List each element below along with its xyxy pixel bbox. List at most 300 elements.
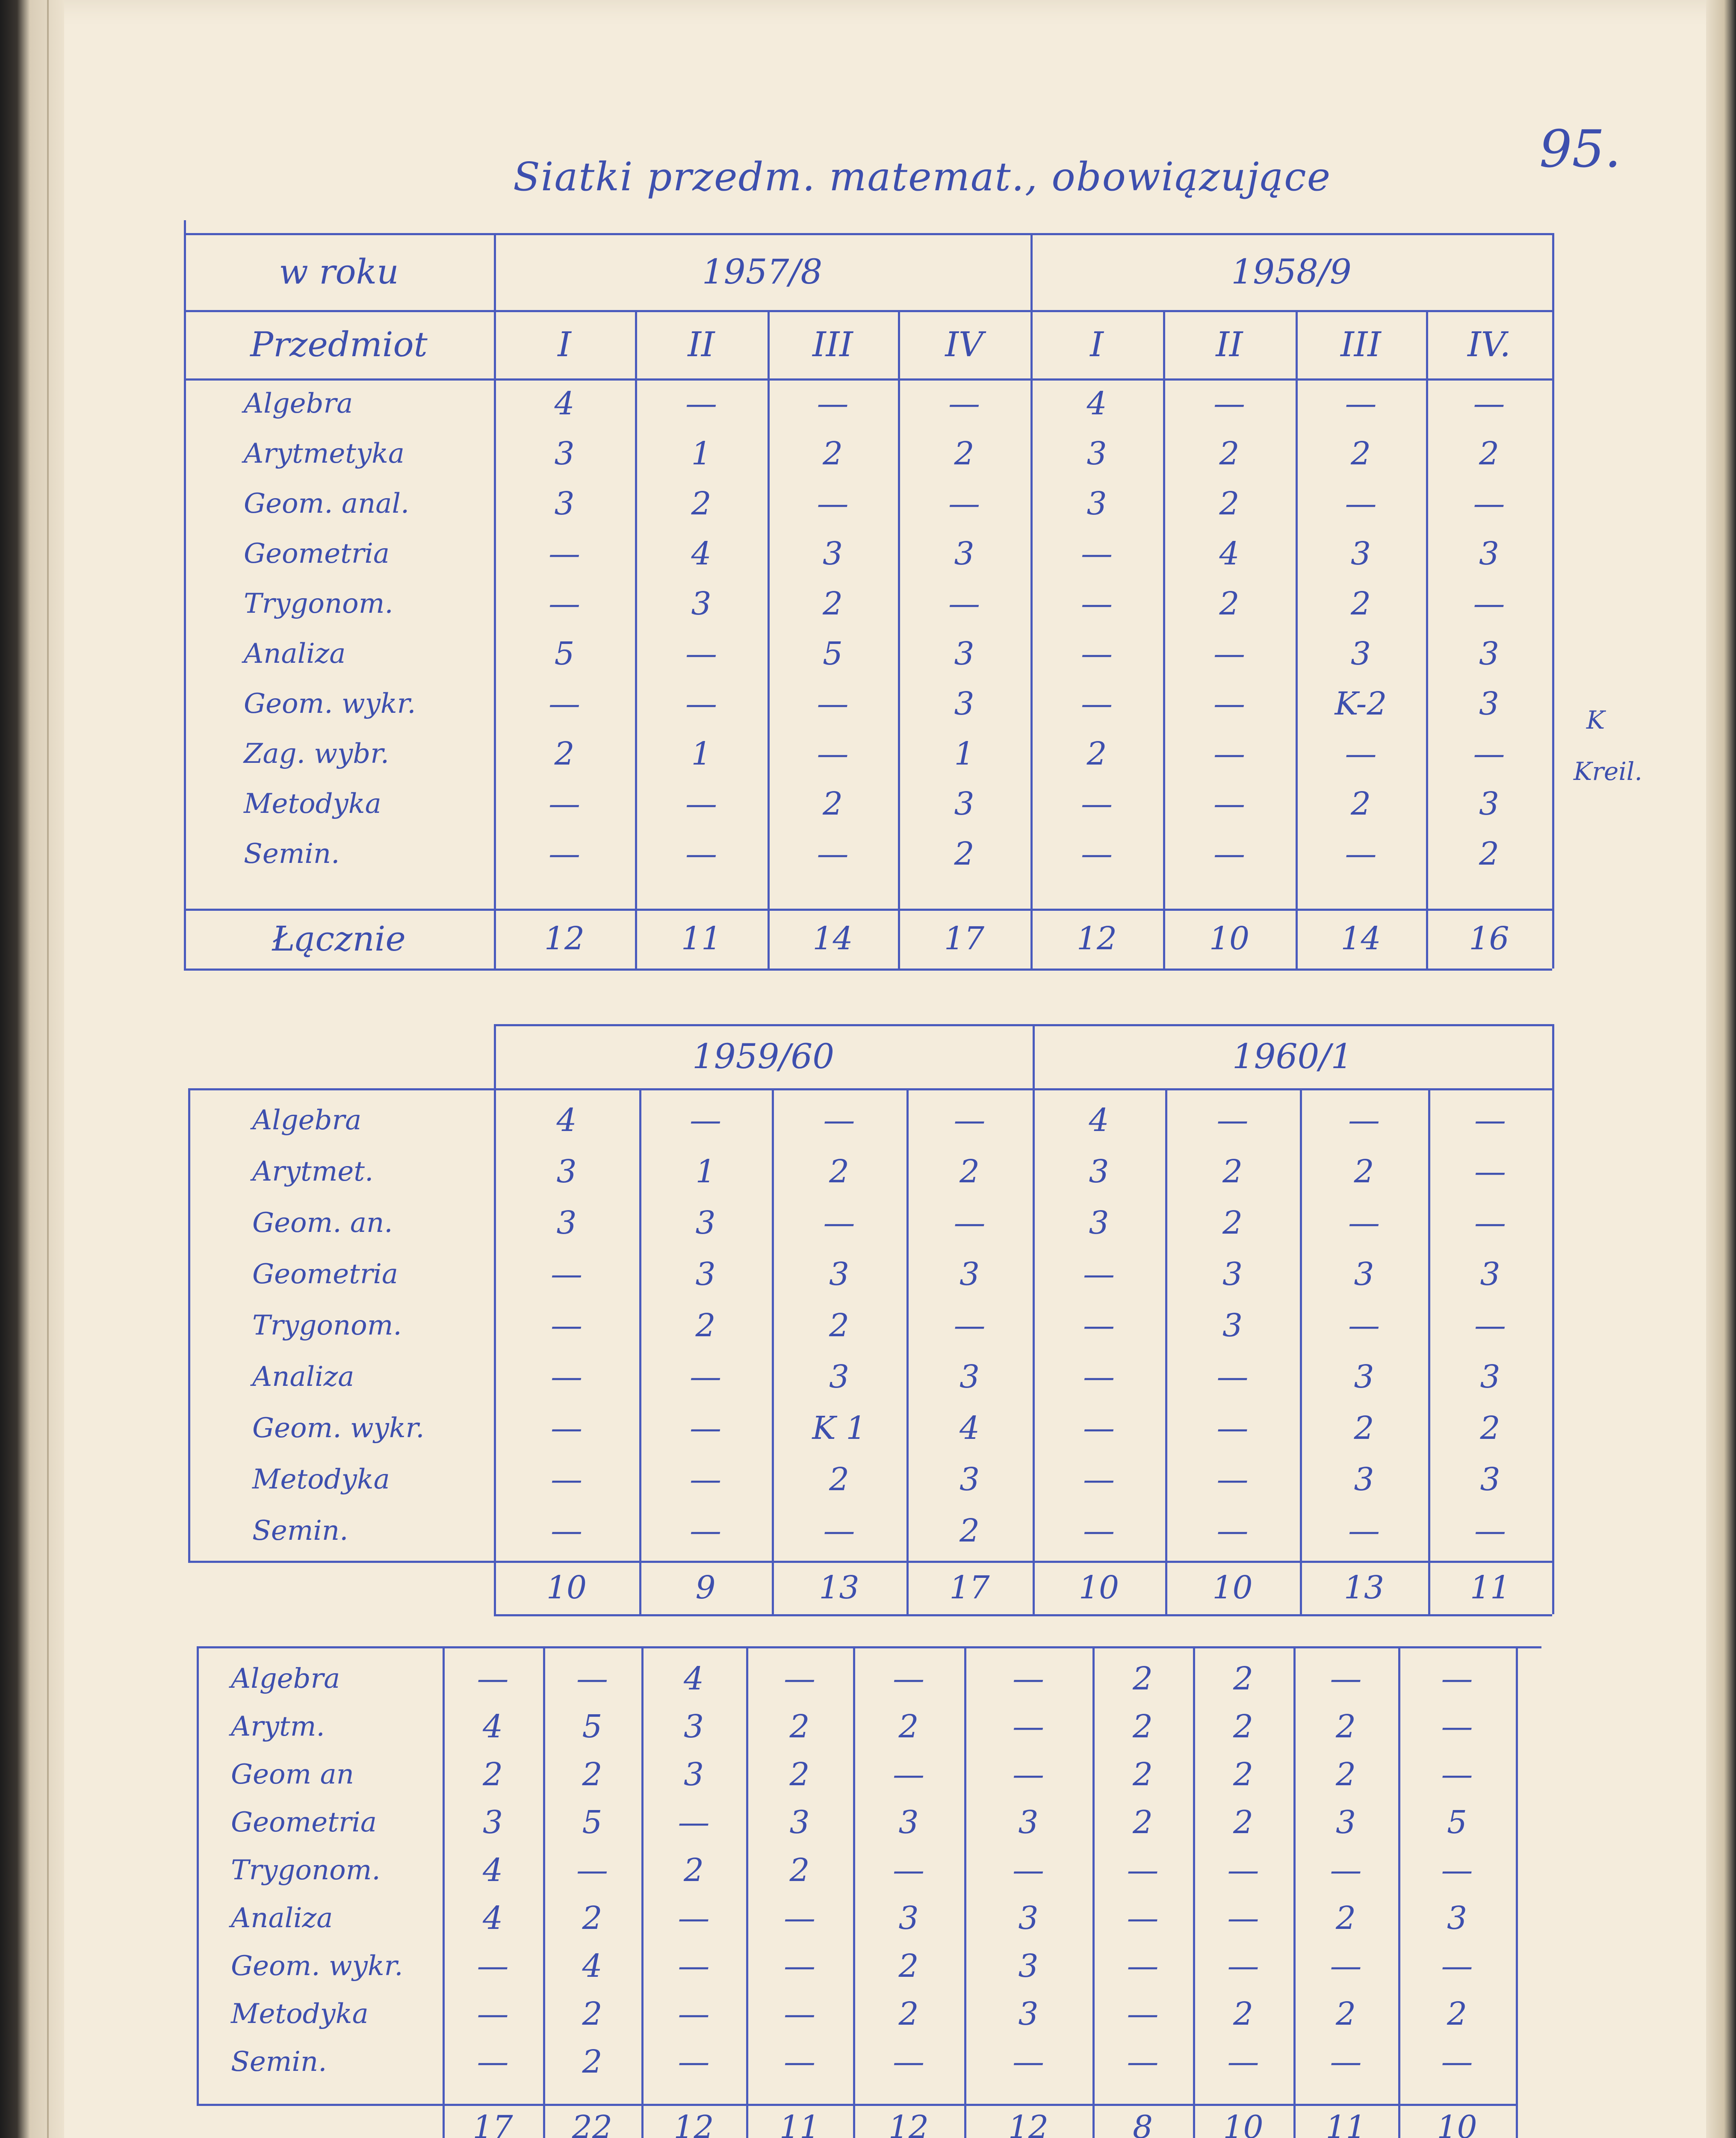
t1-total-cell: 17 bbox=[944, 920, 985, 957]
t3-value-cell: 2 bbox=[898, 1708, 919, 1745]
t3-total-cell: 12 bbox=[673, 2109, 714, 2138]
t2-value-cell: — bbox=[1083, 1358, 1115, 1395]
t3-value-cell: 2 bbox=[1335, 1756, 1356, 1793]
t1-value-cell: 3 bbox=[691, 585, 712, 622]
t2-value-cell: 2 bbox=[1354, 1410, 1374, 1447]
t1-value-cell: — bbox=[1081, 585, 1113, 622]
t1-subject-label: Geom. anal. bbox=[244, 487, 410, 520]
t3-total-cell: 12 bbox=[888, 2109, 929, 2138]
t3-value-cell: 2 bbox=[1132, 1708, 1153, 1745]
t2-value-cell: 2 bbox=[959, 1153, 980, 1190]
t3-total-cell: 11 bbox=[779, 2109, 820, 2138]
t3-value-cell: — bbox=[1330, 2044, 1362, 2080]
t2-value-cell: — bbox=[954, 1307, 986, 1344]
t1-subject-label: Arytmetyka bbox=[244, 437, 405, 470]
t2-right-border bbox=[1552, 1024, 1554, 1614]
t1-value-cell: 5 bbox=[822, 635, 843, 672]
t3-value-cell: 3 bbox=[1018, 1804, 1039, 1841]
t1-value-cell: 2 bbox=[954, 435, 974, 472]
t3-value-cell: 2 bbox=[898, 1948, 919, 1984]
t2-value-cell: 2 bbox=[1222, 1205, 1243, 1241]
t3-value-cell: 2 bbox=[1132, 1756, 1153, 1793]
t1-value-cell: — bbox=[817, 835, 849, 872]
t3-value-cell: — bbox=[1127, 1948, 1159, 1984]
t3-value-cell: 2 bbox=[582, 1900, 602, 1937]
t2-value-cell: — bbox=[1348, 1512, 1380, 1549]
t2-value-cell: — bbox=[954, 1205, 986, 1241]
t1-value-cell: — bbox=[948, 585, 980, 622]
t1-value-cell: — bbox=[817, 735, 849, 772]
t3-value-cell: — bbox=[678, 2044, 710, 2080]
t1-value-cell: 3 bbox=[1479, 685, 1500, 722]
t3-value-cell: 5 bbox=[582, 1804, 602, 1841]
t1-total-cell: 10 bbox=[1209, 920, 1250, 957]
t3-total-cell: 17 bbox=[472, 2109, 513, 2138]
t2-total-cell: 13 bbox=[1343, 1569, 1385, 1606]
t3-value-cell: 3 bbox=[683, 1756, 704, 1793]
t3-value-cell: — bbox=[1441, 1660, 1473, 1697]
t3-value-cell: 2 bbox=[582, 1996, 602, 2032]
t3-value-cell: — bbox=[1441, 1948, 1473, 1984]
t1-value-cell: 4 bbox=[691, 535, 712, 572]
t2-subject-label: Metodyka bbox=[252, 1464, 390, 1495]
t3-value-cell: — bbox=[893, 1852, 924, 1889]
t3-value-cell: — bbox=[1441, 1708, 1473, 1745]
t1-bottom-border bbox=[184, 969, 1552, 971]
page-number: 95. bbox=[1539, 120, 1621, 179]
t3-subject-label: Analiza bbox=[231, 1902, 333, 1934]
t3-total-cell: 10 bbox=[1437, 2109, 1477, 2138]
t1-value-cell: 2 bbox=[1086, 735, 1107, 772]
t2-value-cell: 4 bbox=[959, 1410, 980, 1447]
t1-value-cell: — bbox=[1213, 785, 1245, 822]
t3-value-cell: 2 bbox=[1132, 1660, 1153, 1697]
t1-total-cell: 12 bbox=[544, 920, 585, 957]
t3-value-cell: 2 bbox=[898, 1996, 919, 2032]
t3-value-cell: 4 bbox=[482, 1900, 503, 1937]
t1-value-cell: 3 bbox=[954, 535, 974, 572]
t2-value-cell: 3 bbox=[1222, 1307, 1243, 1344]
t2-value-cell: 2 bbox=[959, 1512, 980, 1549]
t2-left-border bbox=[188, 1088, 190, 1561]
t2-value-cell: — bbox=[551, 1307, 582, 1344]
t2-total-cell: 17 bbox=[949, 1569, 990, 1606]
t3-value-cell: 2 bbox=[789, 1708, 810, 1745]
t1-class-header: II bbox=[1216, 324, 1243, 364]
t1-value-cell: 4 bbox=[1219, 535, 1240, 572]
t2-value-cell: 3 bbox=[1354, 1461, 1374, 1498]
t1-value-cell: 2 bbox=[1350, 585, 1371, 622]
t3-value-cell: — bbox=[1330, 1660, 1362, 1697]
t3-value-cell: — bbox=[784, 1996, 815, 2032]
t2-value-cell: — bbox=[954, 1102, 986, 1139]
t1-value-cell: 4 bbox=[554, 385, 575, 422]
t2-year-header: 1959/60 bbox=[692, 1036, 835, 1076]
t1-value-cell: — bbox=[948, 385, 980, 422]
t3-value-cell: 2 bbox=[582, 2044, 602, 2080]
t2-value-cell: 4 bbox=[556, 1102, 577, 1139]
t1-value-cell: — bbox=[1473, 485, 1505, 522]
t1-value-cell: — bbox=[1081, 685, 1113, 722]
t3-value-cell: — bbox=[1127, 1900, 1159, 1937]
t2-total-cell: 11 bbox=[1470, 1569, 1511, 1606]
t1-value-cell: 3 bbox=[954, 685, 974, 722]
t3-left-border bbox=[197, 1646, 199, 2104]
t3-value-cell: 4 bbox=[582, 1948, 602, 1984]
t3-value-cell: — bbox=[477, 1996, 509, 2032]
t3-value-cell: 3 bbox=[898, 1900, 919, 1937]
t1-value-cell: 2 bbox=[1219, 435, 1240, 472]
t2-value-cell: — bbox=[551, 1358, 582, 1395]
t2-value-cell: 3 bbox=[959, 1358, 980, 1395]
t2-value-cell: 3 bbox=[556, 1153, 577, 1190]
t3-value-cell: — bbox=[477, 1948, 509, 1984]
t3-total-cell: 22 bbox=[572, 2109, 613, 2138]
t2-total-cell: 10 bbox=[546, 1569, 587, 1606]
t1-subject-label: Semin. bbox=[244, 838, 340, 870]
t1-value-cell: 1 bbox=[691, 735, 712, 772]
t2-value-cell: 4 bbox=[1089, 1102, 1109, 1139]
t2-bottom-border bbox=[494, 1614, 1552, 1616]
t1-class-header: III bbox=[812, 324, 853, 364]
side-note-mark: K bbox=[1586, 706, 1605, 735]
t2-value-cell: 3 bbox=[959, 1256, 980, 1293]
t1-year-header: 1957/8 bbox=[702, 251, 823, 292]
t3-value-cell: — bbox=[576, 1852, 608, 1889]
t1-value-cell: — bbox=[1213, 685, 1245, 722]
t1-value-cell: — bbox=[685, 635, 717, 672]
t1-value-cell: 2 bbox=[1219, 485, 1240, 522]
t1-value-cell: — bbox=[1345, 835, 1377, 872]
t3-total-cell: 11 bbox=[1326, 2109, 1366, 2138]
t1-value-cell: — bbox=[685, 835, 717, 872]
t3-value-cell: 2 bbox=[582, 1756, 602, 1793]
t2-subject-label: Trygonom. bbox=[252, 1310, 402, 1341]
t2-value-cell: — bbox=[1083, 1512, 1115, 1549]
t1-value-cell: 3 bbox=[1479, 785, 1500, 822]
t3-value-cell: 2 bbox=[1132, 1804, 1153, 1841]
t1-value-cell: 3 bbox=[554, 435, 575, 472]
t1-value-cell: 2 bbox=[822, 785, 843, 822]
t2-total-cell: 9 bbox=[695, 1569, 716, 1606]
t1-total-cell: 12 bbox=[1076, 920, 1117, 957]
t3-value-cell: 2 bbox=[1233, 1996, 1254, 2032]
t2-value-cell: — bbox=[1216, 1410, 1249, 1447]
t3-value-cell: — bbox=[1227, 1900, 1259, 1937]
t3-section-divider bbox=[1516, 1646, 1518, 2138]
t1-year-header: 1958/9 bbox=[1231, 251, 1352, 292]
t1-value-cell: — bbox=[1081, 785, 1113, 822]
t2-value-cell: — bbox=[551, 1512, 582, 1549]
t1-value-cell: 5 bbox=[554, 635, 575, 672]
t3-total-cell: 10 bbox=[1223, 2109, 1264, 2138]
t1-value-cell: — bbox=[685, 785, 717, 822]
t3-total-cell: 8 bbox=[1132, 2109, 1153, 2138]
t1-value-cell: 2 bbox=[954, 835, 974, 872]
t2-value-cell: — bbox=[1474, 1153, 1506, 1190]
t2-value-cell: 3 bbox=[1354, 1358, 1374, 1395]
t2-value-cell: 3 bbox=[1480, 1256, 1500, 1293]
t2-value-cell: K 1 bbox=[812, 1410, 866, 1447]
t3-value-cell: 2 bbox=[1447, 1996, 1467, 2032]
t2-value-cell: 3 bbox=[829, 1256, 850, 1293]
t3-value-cell: 2 bbox=[482, 1756, 503, 1793]
t1-subject-header: Przedmiot bbox=[250, 324, 428, 364]
t2-value-cell: 2 bbox=[695, 1307, 716, 1344]
t3-value-cell: 4 bbox=[683, 1660, 704, 1697]
t1-value-cell: 3 bbox=[1086, 435, 1107, 472]
t1-subject-label: Analiza bbox=[244, 638, 346, 670]
t1-value-cell: — bbox=[685, 385, 717, 422]
t3-value-cell: 2 bbox=[1233, 1660, 1254, 1697]
t3-value-cell: — bbox=[1227, 2044, 1259, 2080]
t1-value-cell: 3 bbox=[954, 635, 974, 672]
t3-subject-label: Geom. wykr. bbox=[231, 1950, 403, 1982]
t1-total-label: Łącznie bbox=[272, 918, 406, 959]
t3-value-cell: — bbox=[1227, 1852, 1259, 1889]
t2-value-cell: 3 bbox=[959, 1461, 980, 1498]
t1-value-cell: 3 bbox=[1086, 485, 1107, 522]
t1-value-cell: — bbox=[549, 835, 580, 872]
t2-value-cell: 3 bbox=[1480, 1358, 1500, 1395]
t1-subject-label: Metodyka bbox=[244, 788, 381, 820]
t2-value-cell: 3 bbox=[1089, 1205, 1109, 1241]
t1-class-header: II bbox=[688, 324, 715, 364]
t1-value-cell: 1 bbox=[691, 435, 712, 472]
t3-value-cell: — bbox=[893, 1756, 924, 1793]
t1-value-cell: K-2 bbox=[1334, 685, 1387, 722]
t3-subject-label: Metodyka bbox=[231, 1998, 369, 2030]
t2-value-cell: 2 bbox=[1354, 1153, 1374, 1190]
t1-value-cell: 2 bbox=[554, 735, 575, 772]
t2-value-cell: — bbox=[1083, 1307, 1115, 1344]
t1-value-cell: 2 bbox=[691, 485, 712, 522]
t1-value-cell: — bbox=[1473, 735, 1505, 772]
t1-value-cell: 2 bbox=[822, 435, 843, 472]
t2-value-cell: — bbox=[690, 1461, 721, 1498]
t1-value-cell: 3 bbox=[1479, 635, 1500, 672]
t3-value-cell: 3 bbox=[683, 1708, 704, 1745]
t2-value-cell: — bbox=[1474, 1512, 1506, 1549]
t2-value-cell: — bbox=[1083, 1410, 1115, 1447]
t2-value-cell: 3 bbox=[556, 1205, 577, 1241]
t3-value-cell: — bbox=[576, 1660, 608, 1697]
t2-value-cell: — bbox=[1083, 1461, 1115, 1498]
t1-total-cell: 16 bbox=[1469, 920, 1509, 957]
t3-value-cell: — bbox=[1013, 2044, 1044, 2080]
t3-value-cell: 3 bbox=[1018, 1948, 1039, 1984]
t2-subject-label: Geom. wykr. bbox=[252, 1412, 425, 1444]
t3-value-cell: — bbox=[784, 2044, 815, 2080]
t1-value-cell: — bbox=[549, 685, 580, 722]
t3-value-cell: 2 bbox=[789, 1852, 810, 1889]
t1-row-header: w roku bbox=[279, 251, 399, 292]
t1-value-cell: — bbox=[1213, 735, 1245, 772]
t2-value-cell: 2 bbox=[1480, 1410, 1500, 1447]
binding-gutter bbox=[0, 0, 64, 2138]
t1-value-cell: — bbox=[817, 385, 849, 422]
t1-subject-label: Zag. wybr. bbox=[244, 738, 390, 770]
t2-subject-label: Analiza bbox=[252, 1361, 354, 1393]
t2-value-cell: — bbox=[690, 1358, 721, 1395]
t3-value-cell: — bbox=[1127, 1996, 1159, 2032]
t2-value-cell: — bbox=[1216, 1512, 1249, 1549]
t3-value-cell: 2 bbox=[1335, 1900, 1356, 1937]
t2-value-cell: — bbox=[690, 1512, 721, 1549]
t2-value-cell: 2 bbox=[829, 1307, 850, 1344]
t3-subject-label: Algebra bbox=[231, 1663, 340, 1695]
t3-value-cell: 3 bbox=[1447, 1900, 1467, 1937]
t3-value-cell: — bbox=[1227, 1948, 1259, 1984]
t3-value-cell: 2 bbox=[683, 1852, 704, 1889]
t3-value-cell: 5 bbox=[582, 1708, 602, 1745]
t3-value-cell: 5 bbox=[1447, 1804, 1467, 1841]
t2-header-bottom bbox=[188, 1088, 1552, 1090]
t1-class-header: I bbox=[558, 324, 571, 364]
t1-subject-label: Geometria bbox=[244, 537, 390, 570]
t2-value-cell: — bbox=[1474, 1102, 1506, 1139]
t2-value-cell: 3 bbox=[695, 1256, 716, 1293]
t1-value-cell: — bbox=[1081, 635, 1113, 672]
t1-value-cell: 3 bbox=[954, 785, 974, 822]
t2-value-cell: — bbox=[1474, 1205, 1506, 1241]
t1-value-cell: — bbox=[549, 585, 580, 622]
t1-value-cell: — bbox=[549, 785, 580, 822]
t2-total-cell: 10 bbox=[1212, 1569, 1253, 1606]
t2-value-cell: — bbox=[1083, 1256, 1115, 1293]
t1-value-cell: — bbox=[1213, 835, 1245, 872]
t2-value-cell: 2 bbox=[829, 1461, 850, 1498]
t1-subject-label: Trygonom. bbox=[244, 588, 393, 620]
t3-value-cell: — bbox=[477, 2044, 509, 2080]
t3-value-cell: — bbox=[678, 1996, 710, 2032]
t3-value-cell: — bbox=[1013, 1756, 1044, 1793]
t3-value-cell: — bbox=[1013, 1708, 1044, 1745]
t3-value-cell: 2 bbox=[789, 1756, 810, 1793]
t1-value-cell: — bbox=[1213, 385, 1245, 422]
t3-value-cell: 2 bbox=[1233, 1804, 1254, 1841]
t3-value-cell: — bbox=[893, 1660, 924, 1697]
t2-value-cell: 3 bbox=[829, 1358, 850, 1395]
t1-value-cell: — bbox=[1345, 485, 1377, 522]
t3-value-cell: — bbox=[1330, 1948, 1362, 1984]
t2-value-cell: — bbox=[1348, 1205, 1380, 1241]
t2-value-cell: 3 bbox=[1480, 1461, 1500, 1498]
t1-value-cell: 2 bbox=[1350, 785, 1371, 822]
t3-value-cell: — bbox=[1330, 1852, 1362, 1889]
t3-value-cell: 3 bbox=[1335, 1804, 1356, 1841]
t1-value-cell: 2 bbox=[1479, 435, 1500, 472]
t3-value-cell: — bbox=[784, 1948, 815, 1984]
t2-value-cell: — bbox=[551, 1256, 582, 1293]
t1-value-cell: 2 bbox=[822, 585, 843, 622]
t3-value-cell: 3 bbox=[1018, 1996, 1039, 2032]
t2-subject-label: Semin. bbox=[252, 1515, 348, 1547]
t2-value-cell: — bbox=[551, 1461, 582, 1498]
t3-value-cell: — bbox=[1441, 1756, 1473, 1793]
t1-subject-label: Algebra bbox=[244, 387, 353, 419]
t1-value-cell: 3 bbox=[1479, 535, 1500, 572]
t3-value-cell: — bbox=[784, 1900, 815, 1937]
t2-value-cell: — bbox=[1348, 1102, 1380, 1139]
t1-value-cell: — bbox=[1213, 635, 1245, 672]
t2-value-cell: — bbox=[690, 1102, 721, 1139]
t1-value-cell: — bbox=[549, 535, 580, 572]
t3-value-cell: — bbox=[1127, 1852, 1159, 1889]
t3-value-cell: 3 bbox=[1018, 1900, 1039, 1937]
t2-total-cell: 13 bbox=[819, 1569, 859, 1606]
t1-value-cell: — bbox=[1345, 385, 1377, 422]
t1-value-cell: 3 bbox=[554, 485, 575, 522]
t1-value-cell: 3 bbox=[1350, 535, 1371, 572]
t2-value-cell: — bbox=[551, 1410, 582, 1447]
t1-value-cell: 3 bbox=[822, 535, 843, 572]
t1-value-cell: 3 bbox=[1350, 635, 1371, 672]
t2-value-cell: 1 bbox=[695, 1153, 716, 1190]
t3-value-cell: — bbox=[784, 1660, 815, 1697]
t1-class-header: IV bbox=[945, 324, 983, 364]
t3-value-cell: — bbox=[1441, 2044, 1473, 2080]
t2-value-cell: 3 bbox=[695, 1205, 716, 1241]
t1-value-cell: — bbox=[1473, 585, 1505, 622]
t2-value-cell: — bbox=[1348, 1307, 1380, 1344]
t1-value-cell: — bbox=[817, 685, 849, 722]
t3-subject-label: Semin. bbox=[231, 2046, 327, 2078]
t3-subject-label: Arytm. bbox=[231, 1711, 325, 1742]
t2-value-cell: 3 bbox=[1354, 1256, 1374, 1293]
t1-class-header: I bbox=[1090, 324, 1104, 364]
t3-value-cell: — bbox=[893, 2044, 924, 2080]
t3-value-cell: 2 bbox=[1233, 1708, 1254, 1745]
t1-class-header: IV. bbox=[1467, 324, 1511, 364]
t3-top-border bbox=[197, 1646, 1541, 1648]
t3-value-cell: 4 bbox=[482, 1708, 503, 1745]
t1-value-cell: — bbox=[1473, 385, 1505, 422]
t3-value-cell: — bbox=[678, 1900, 710, 1937]
t1-value-cell: 2 bbox=[1479, 835, 1500, 872]
t1-value-cell: 4 bbox=[1086, 385, 1107, 422]
t1-value-cell: — bbox=[1345, 735, 1377, 772]
t1-value-cell: 2 bbox=[1350, 435, 1371, 472]
t3-value-cell: 2 bbox=[1233, 1756, 1254, 1793]
t2-value-cell: — bbox=[1216, 1461, 1249, 1498]
t2-year-header: 1960/1 bbox=[1232, 1036, 1353, 1076]
t3-value-cell: 4 bbox=[482, 1852, 503, 1889]
t3-value-cell: — bbox=[678, 1804, 710, 1841]
t1-value-cell: — bbox=[948, 485, 980, 522]
t1-total-cell: 14 bbox=[812, 920, 853, 957]
t2-value-cell: — bbox=[823, 1205, 855, 1241]
t3-value-cell: 3 bbox=[482, 1804, 503, 1841]
t1-value-cell: — bbox=[685, 685, 717, 722]
t1-class-header: III bbox=[1340, 324, 1381, 364]
t3-subject-label: Trygonom. bbox=[231, 1855, 381, 1886]
t1-subject-label: Geom. wykr. bbox=[244, 688, 416, 720]
t2-value-cell: — bbox=[1216, 1358, 1249, 1395]
t3-value-cell: — bbox=[1441, 1852, 1473, 1889]
t2-value-cell: — bbox=[1216, 1102, 1249, 1139]
t3-value-cell: — bbox=[1013, 1660, 1044, 1697]
t1-total-cell: 11 bbox=[681, 920, 722, 957]
t3-subject-label: Geometria bbox=[231, 1807, 377, 1838]
t3-value-cell: — bbox=[678, 1948, 710, 1984]
t3-value-cell: — bbox=[477, 1660, 509, 1697]
t3-value-cell: — bbox=[1013, 1852, 1044, 1889]
t2-value-cell: — bbox=[823, 1102, 855, 1139]
t3-subject-label: Geom an bbox=[231, 1759, 354, 1790]
page-edge bbox=[1706, 0, 1736, 2138]
t3-value-cell: 2 bbox=[1335, 1708, 1356, 1745]
